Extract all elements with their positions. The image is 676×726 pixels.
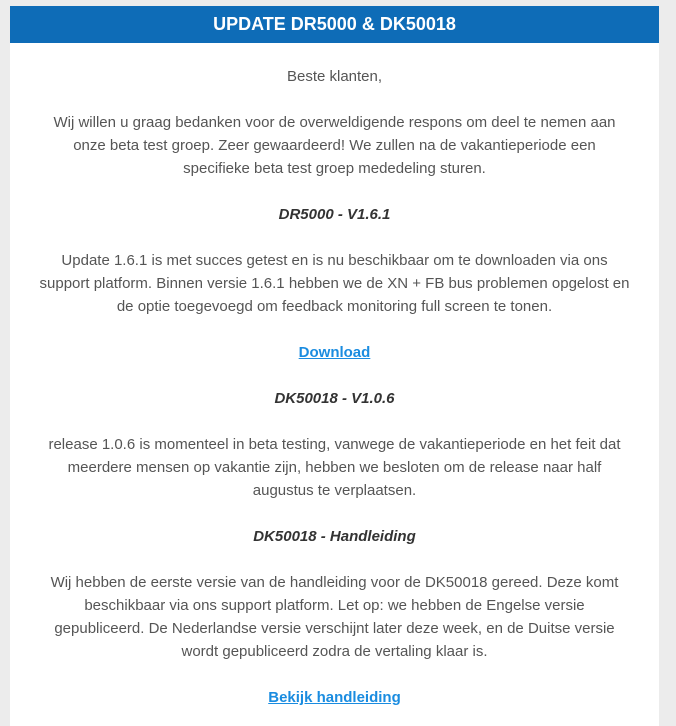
header-title: UPDATE DR5000 & DK50018 bbox=[213, 14, 456, 34]
intro-text: Wij willen u graag bedanken voor de overweldigende respons om deel te nemen aan onze beta test groep. Zeer gewaardeerd! We zullen na de vakantieperiode een specifieke beta test groep mededeling sturen. bbox=[53, 114, 616, 177]
section-dr5000-text: Update 1.6.1 is met succes getest en is nu beschikbaar om te downloaden via ons support platform. Binnen versie 1.6.1 hebben we de XN + FB bus problemen opgelost en de optie toegevoegd om feedback monitoring full screen te tonen. bbox=[39, 252, 630, 315]
section-dr5000-title: DR5000 - V1.6.1 bbox=[278, 206, 391, 223]
download-link[interactable]: Download bbox=[298, 344, 371, 361]
section-dk50018-text: release 1.0.6 is momenteel in beta testing, vanwege de vakantieperiode en het feit dat meerdere mensen op vakantie zijn, hebben we besloten om de release naar half augustus te verplaatsen. bbox=[48, 436, 621, 499]
email-header bbox=[10, 6, 659, 43]
email-body bbox=[10, 43, 659, 709]
email-card bbox=[10, 6, 659, 726]
section-dk50018-title: DK50018 - V1.0.6 bbox=[274, 390, 395, 407]
view-manual-link[interactable]: Bekijk handleiding bbox=[268, 689, 401, 706]
section-manual-title: DK50018 - Handleiding bbox=[253, 528, 416, 545]
greeting-text: Beste klanten, bbox=[286, 68, 383, 85]
section-manual-text: Wij hebben de eerste versie van de handleiding voor de DK50018 gereed. Deze komt beschikbaar via ons support platform. Let op: we hebben de Engelse versie gepubliceerd. De Nederlandse versie verschijnt later deze week, en de Duitse versie wordt gepubliceerd zodra de vertaling klaar is. bbox=[50, 574, 619, 660]
